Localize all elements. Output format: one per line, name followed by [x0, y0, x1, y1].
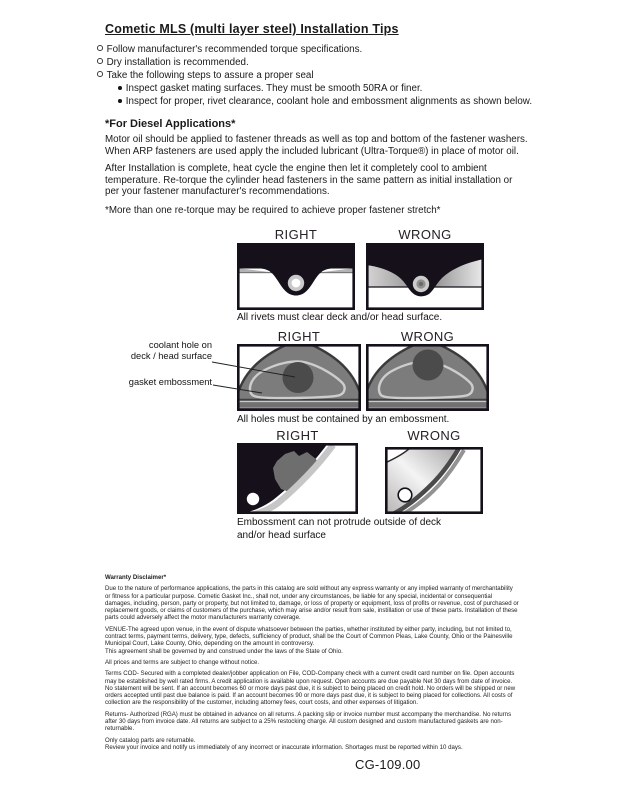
warranty-paragraph: Terms COD- Secured with a completed dealer/jobber application on File, COD-Company check with a current credit card number on file. Open accounts may be established by well rated firms. A credit application is available upon request. Open accounts are due payable Net 30 days from date of invoice. No statement will be sent. If an account becomes 60 or more days past due, it is subject to being placed on credit hold. No orders will be shipped or new orders accepted until past due balance is paid. If an account becomes 90 or more days past due, it is subject to being placed for collections. All costs of collection are the responsibility of the customer, including attorney fees, court costs, and other expenses of litigation. — [105, 670, 516, 707]
figure3-right-diagram — [237, 443, 358, 514]
list-item — [97, 69, 537, 82]
coolant-hole-icon — [283, 362, 314, 393]
annotation-coolant-hole — [102, 340, 212, 362]
page-title: Cometic MLS (multi layer steel) Installation Tips — [105, 22, 399, 36]
figure1-right-label: RIGHT — [274, 227, 318, 242]
diesel-paragraph-1: Motor oil should be applied to fastener threads as well as top and bottom of the fastener washers. When ARP fasteners are used apply the included lubricant (Ultra-Torque®) in place of motor oil. — [105, 134, 528, 157]
tip-text: Dry installation is recommended. — [106, 57, 249, 68]
annotation-line: deck / head surface — [130, 350, 212, 361]
figure1-caption: All rivets must clear deck and/or head surface. — [237, 312, 443, 323]
warranty-disclaimer — [105, 574, 519, 755]
annotation-line: coolant hole on — [148, 340, 212, 350]
diesel-paragraph-2: After Installation is complete, heat cycle the engine then let it completely cool to ambient temperature. Re-torque the cylinder head fasteners in the same pattern as initial installation or per your fastener manufacturer's recommendations. — [105, 163, 513, 198]
diesel-heading: *For Diesel Applications* — [105, 118, 236, 130]
warranty-paragraph: Only catalog parts are returnable. — [105, 736, 196, 744]
warranty-heading: Warranty Disclaimer* — [105, 574, 167, 581]
list-item — [97, 56, 537, 69]
bolt-hole-icon — [247, 493, 259, 505]
figure1-wrong-diagram — [366, 243, 484, 310]
tip-text: Inspect for proper, rivet clearance, coolant hole and embossment alignments as shown below. — [125, 96, 533, 107]
figure1-wrong-label: WRONG — [398, 227, 452, 242]
tips-list — [97, 43, 537, 108]
tip-text: Take the following steps to assure a proper seal — [106, 70, 314, 81]
filled-bullet-icon — [118, 86, 122, 90]
page-code: CG-109.00 — [355, 757, 421, 772]
figure2-wrong-diagram — [366, 344, 489, 411]
warranty-paragraph: All prices and terms are subject to change without notice. — [105, 658, 260, 666]
figure3-right-label: RIGHT — [276, 428, 319, 443]
warranty-paragraph: Returns- Authorized (RGA) must be obtained in advance on all returns. A packing slip or invoice number must accompany the merchandise. No returns after 30 days from invoice date. All returns are subject to a 25% restocking charge. All custom designed and custom manufactured gaskets are non-returnable. — [105, 710, 512, 733]
warranty-paragraph: Review your invoice and notify us immediately of any incorrect or inaccurate information. Shortages must be reported within 10 days. — [105, 743, 463, 751]
annotation-gasket-embossment: gasket embossment — [128, 377, 212, 387]
figure2-caption: All holes must be contained by an embossment. — [237, 414, 450, 425]
tip-text: Inspect gasket mating surfaces. They must be smooth 50RA or finer. — [125, 83, 423, 94]
coolant-hole-icon — [413, 350, 444, 381]
figure3-caption: Embossment can not protrude outside of deck and/or head surface — [237, 517, 442, 541]
figure1-right-diagram — [237, 243, 355, 310]
open-bullet-icon — [97, 58, 103, 64]
warranty-paragraph: This agreement shall be governed by and construed under the laws of the State of Ohio. — [105, 647, 343, 655]
figure2-wrong-label: WRONG — [400, 329, 455, 344]
figure3-wrong-diagram — [385, 447, 483, 514]
bolt-hole-icon — [398, 488, 412, 502]
figure3-wrong-label: WRONG — [407, 428, 461, 443]
diesel-note: *More than one re-torque may be required to achieve proper fastener stretch* — [105, 205, 441, 216]
list-item — [118, 95, 537, 108]
list-item — [97, 43, 537, 56]
warranty-paragraph: VENUE-The agreed upon venue, in the event of dispute whatsoever between the parties, whether instituted by either party, including, but not limited to, contract terms, payment terms, delivery, type, defects, sufficiency of product, shall be the Court of Common Pleas, Lake County, Ohio or the Painesville Municipal Court, Lake County, Ohio, depending on the amount in controversy. — [105, 625, 513, 648]
tip-text: Follow manufacturer's recommended torque specifications. — [106, 44, 363, 55]
list-item — [118, 82, 537, 95]
figure2-right-diagram — [237, 344, 361, 411]
open-bullet-icon — [97, 71, 103, 77]
figure2-right-label: RIGHT — [277, 329, 321, 344]
warranty-paragraph: Due to the nature of performance applications, the parts in this catalog are sold without any express warranty or any implied warranty of merchantability or fitness for a particular purpose. Cometic Gasket Inc., shall not, under any circumstances, be liable for any special, incidental or consequential damages, including, person, party or property, but not limited to, damage, or loss of property or equipment, loss of profits or revenue, cost of purchased or replacement goods, or claims of customers of the purchase, which may arise and/or result from sale, instillation or use of these parts. Installation of these parts could adversely affect the motor manufacturers warranty coverage. — [105, 585, 519, 622]
filled-bullet-icon — [118, 99, 122, 103]
open-bullet-icon — [97, 45, 103, 51]
